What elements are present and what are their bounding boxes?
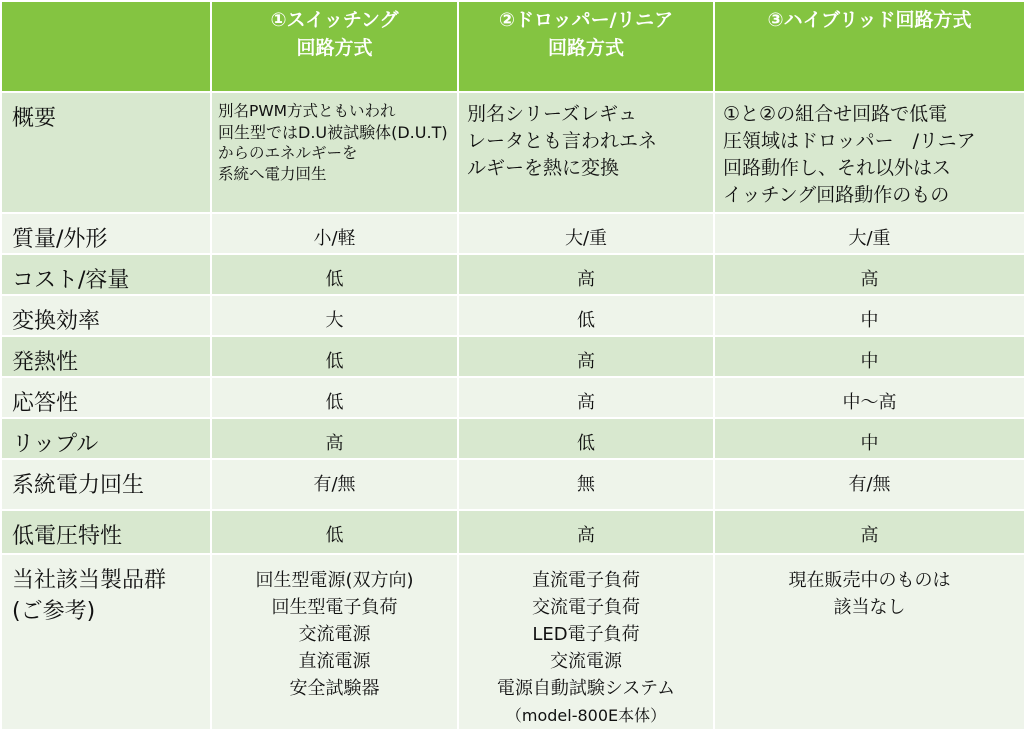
cell-switching: 高	[211, 418, 458, 459]
table-row	[1, 336, 1024, 377]
cell-hybrid: 中	[714, 336, 1024, 377]
cell-switching: 有/無	[211, 459, 458, 510]
header-row	[1, 1, 1024, 92]
row-label: 質量/外形	[1, 213, 211, 254]
row-label: 応答性	[1, 377, 211, 418]
row-label: コスト/容量	[1, 254, 211, 295]
cell-switching: 低	[211, 510, 458, 554]
cell-dropper: 高	[458, 336, 714, 377]
cell-switching: 小/軽	[211, 213, 458, 254]
table-row	[1, 377, 1024, 418]
products-dropper: 直流電子負荷 交流電子負荷 LED電子負荷 交流電源 電源自動試験システム （model-800E本体）	[458, 554, 714, 730]
row-label-products: 当社該当製品群 (ご参考)	[1, 554, 211, 730]
cell-dropper: 低	[458, 295, 714, 336]
cell-hybrid: 有/無	[714, 459, 1024, 510]
cell-switching: 低	[211, 377, 458, 418]
overview-dropper: 別名シリーズレギュ レータとも言われエネ ルギーを熱に変換	[458, 92, 714, 213]
row-label: 発熱性	[1, 336, 211, 377]
table-row	[1, 254, 1024, 295]
cell-dropper: 無	[458, 459, 714, 510]
overview-row	[1, 92, 1024, 213]
row-label-overview: 概要	[1, 92, 211, 213]
overview-switching: 別名PWM方式ともいわれ 回生型ではD.U被試験体(D.U.T) からのエネルギーを 系統へ電力回生	[211, 92, 458, 213]
cell-hybrid: 高	[714, 510, 1024, 554]
row-label: 系統電力回生	[1, 459, 211, 510]
products-switching: 回生型電源(双方向) 回生型電子負荷 交流電源 直流電源 安全試験器	[211, 554, 458, 730]
header-dropper: ②ドロッパー/リニア 回路方式	[458, 1, 714, 92]
cell-hybrid: 中	[714, 295, 1024, 336]
overview-hybrid: ①と②の組合せ回路で低電 圧領域はドロッパー /リニア 回路動作し、それ以外はス イッチング回路動作のもの	[714, 92, 1024, 213]
cell-hybrid: 高	[714, 254, 1024, 295]
cell-dropper: 高	[458, 254, 714, 295]
cell-hybrid: 中	[714, 418, 1024, 459]
row-label: リップル	[1, 418, 211, 459]
products-hybrid: 現在販売中のものは 該当なし	[714, 554, 1024, 730]
row-label: 変換効率	[1, 295, 211, 336]
cell-switching: 低	[211, 336, 458, 377]
cell-dropper: 低	[458, 418, 714, 459]
header-hybrid: ③ハイブリッド回路方式	[714, 1, 1024, 92]
cell-dropper: 大/重	[458, 213, 714, 254]
cell-hybrid: 大/重	[714, 213, 1024, 254]
products-row	[1, 554, 1024, 730]
table-row	[1, 418, 1024, 459]
table-row	[1, 459, 1024, 510]
table-row	[1, 510, 1024, 554]
header-switching: ①スイッチング 回路方式	[211, 1, 458, 92]
cell-dropper: 高	[458, 377, 714, 418]
cell-hybrid: 中～高	[714, 377, 1024, 418]
cell-dropper: 高	[458, 510, 714, 554]
row-label: 低電圧特性	[1, 510, 211, 554]
header-corner	[1, 1, 211, 92]
table-row	[1, 295, 1024, 336]
cell-switching: 低	[211, 254, 458, 295]
table-row	[1, 213, 1024, 254]
cell-switching: 大	[211, 295, 458, 336]
